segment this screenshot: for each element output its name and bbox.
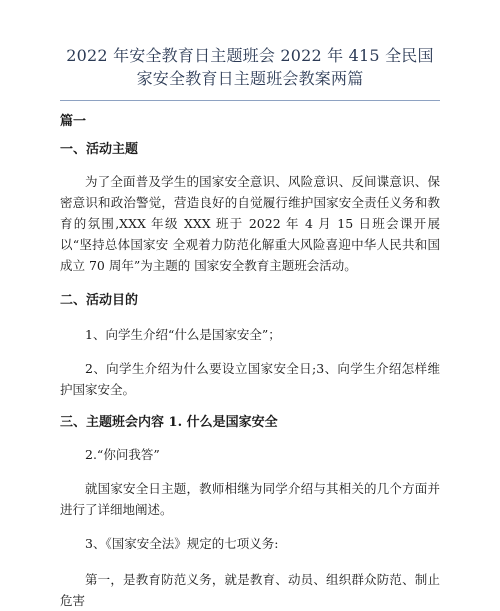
document-title: 2022 年安全教育日主题班会 2022 年 415 全民国家安全教育日主题班会教案两篇 (66, 46, 434, 88)
part-label: 篇一 (60, 114, 87, 129)
content-paragraph: 就国家安全日主题，教师相继为同学介绍与其相关的几个方面并进行了详细地阐述。 (60, 481, 440, 517)
content-item-3: 3、《国家安全法》规定的七项义务: (85, 536, 279, 551)
section-heading-class-content: 三、主题班会内容 1. 什么是国家安全 (60, 415, 278, 430)
content-cutoff-paragraph: 第一，是教育防范义务，就是教育、动员、组织群众防范、制止危害 (60, 572, 440, 608)
section-heading-activity-purpose: 二、活动目的 (60, 293, 139, 308)
purpose-item-2: 2、向学生介绍为什么要设立国家安全日;3、向学生介绍怎样维护国家安全。 (60, 361, 440, 397)
title-divider (60, 100, 440, 101)
content-item-2: 2.“你问我答” (85, 447, 160, 462)
purpose-item-1: 1、向学生介绍“什么是国家安全”； (85, 327, 281, 342)
section-heading-activity-theme: 一、活动主题 (60, 142, 139, 157)
activity-theme-paragraph: 为了全面普及学生的国家安全意识、风险意识、反间谍意识、保密意识和政治警觉，营造良好的自觉履行维护国家安全责任义务和教育的氛围,XXX 年级 XXX 班于 2022 年 4 月 15 日班会课开展以“坚持总体国家安 全观着力防范化解重大风险喜迎中华人民共和国成立 70 周年”为主题的 国家安全教育主题班会活动。 (60, 174, 440, 273)
